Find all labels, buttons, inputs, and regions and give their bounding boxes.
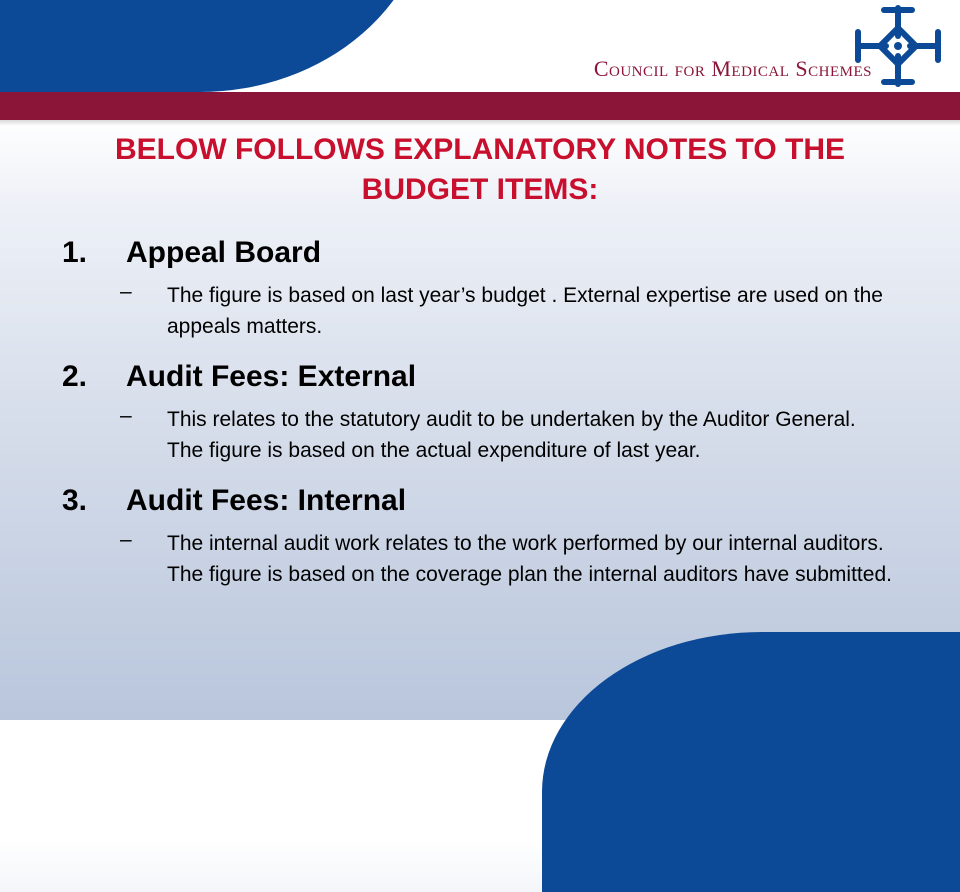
slide-title-line1: BELOW FOLLOWS EXPLANATORY NOTES TO THE	[114, 133, 846, 166]
item-heading: Audit Fees: Internal	[126, 484, 407, 517]
budget-item	[62, 484, 922, 590]
item-heading: Audit Fees: External	[126, 360, 417, 393]
item-number: 3.	[62, 484, 88, 517]
item-number: 2.	[62, 360, 88, 393]
budget-item	[62, 236, 922, 342]
budget-item	[62, 360, 922, 466]
item-description: The figure is based on last year’s budget . External expertise are used on the appeals matters.	[167, 284, 883, 338]
item-description: The internal audit work relates to the work performed by our internal auditors. The figure is based on the coverage plan the internal auditors have submitted.	[167, 532, 892, 586]
footer-blue-swoosh	[542, 632, 960, 892]
header-maroon-band	[0, 92, 960, 120]
council-cross-logo-icon	[850, 2, 946, 90]
organization-name: Council for Medical Schemes	[593, 56, 872, 81]
sub-bullet-dash: –	[120, 404, 132, 427]
item-heading: Appeal Board	[126, 236, 322, 269]
item-description: This relates to the statutory audit to be undertaken by the Auditor General. The figure is based on the actual expenditure of last year.	[167, 408, 856, 462]
item-number: 1.	[62, 236, 88, 269]
sub-bullet-dash: –	[120, 528, 132, 551]
slide-title-line2: BUDGET ITEMS:	[361, 173, 599, 206]
slide-title	[60, 130, 900, 210]
sub-bullet-dash: –	[120, 280, 132, 303]
